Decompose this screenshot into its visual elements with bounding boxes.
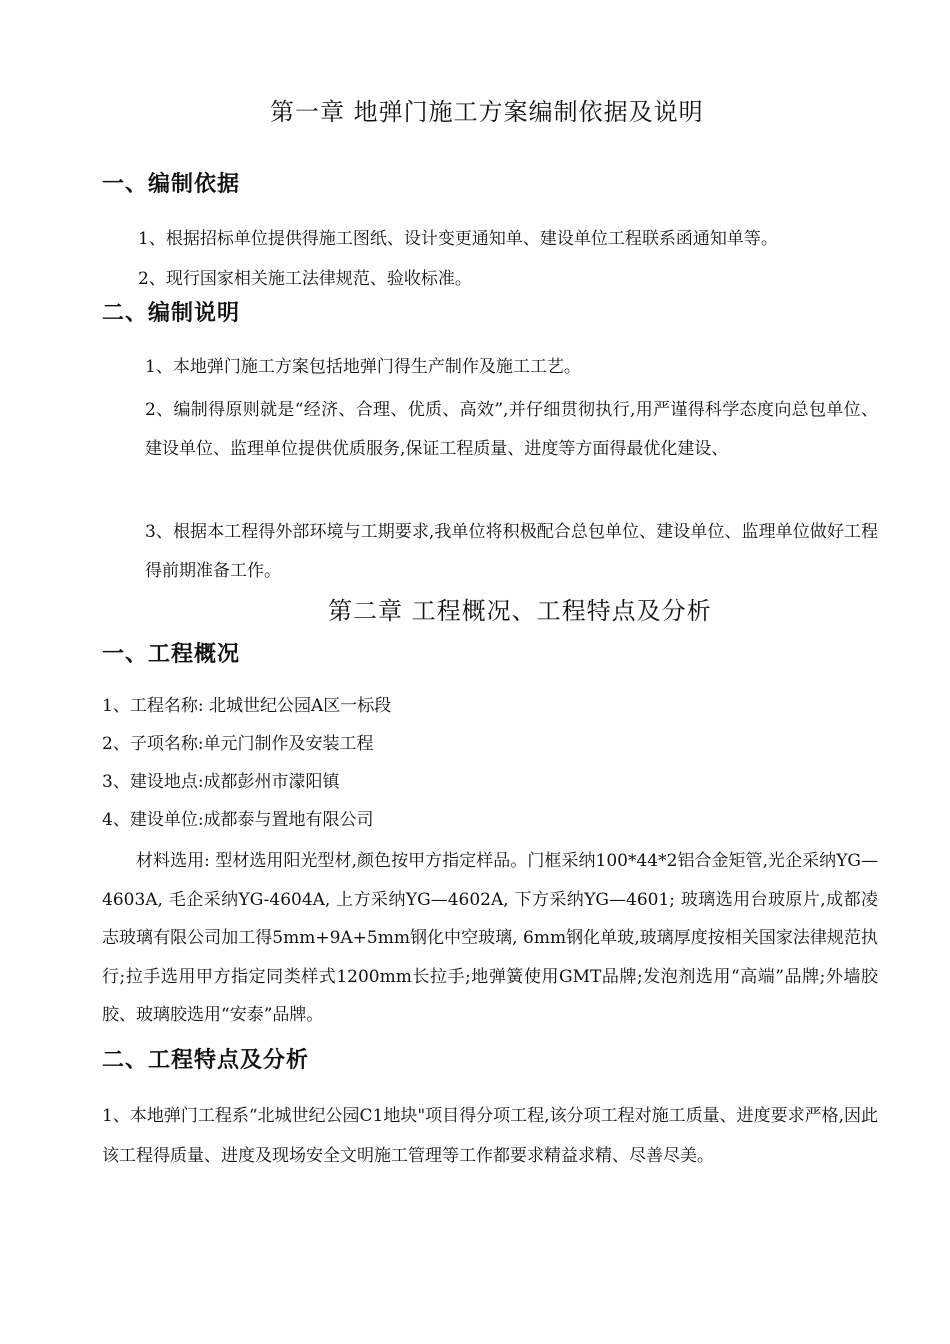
explanation-item-3: 3、根据本工程得外部环境与工期要求,我单位将积极配合总包单位、建设单位、监理单位做好工程得前期准备工作。 — [145, 522, 878, 581]
overview-item-2: 2、子项名称:单元门制作及安装工程 — [102, 734, 374, 754]
explanation-item-2: 2、编制得原则就是“经济、合理、优质、高效”,并仔细贯彻执行,用严谨得科学态度向总包单位、建设单位、监理单位提供优质服务,保证工程质量、进度等方面得最优化建设、 — [145, 400, 878, 459]
basis-item-1: 1、根据招标单位提供得施工图纸、设计变更通知单、建设单位工程联系函通知单等。 — [138, 229, 778, 249]
chapter1-title: 第一章 地弹门施工方案编制依据及说明 — [270, 98, 704, 126]
overview-item-4: 4、建设单位:成都泰与置地有限公司 — [102, 810, 374, 830]
materials-paragraph: 材料选用: 型材选用阳光型材,颜色按甲方指定样品。门框采纳100*44*2铝合金矩管,光企采纳YG—4603A, 毛企采纳YG-4604A, 上方采纳YG—4602A, 下方采纳YG—4601; 玻璃选用台玻原片,成都凌志玻璃有限公司加工得5mm+9A+5mm钢化中空玻璃, 6mm钢化单玻,玻璃厚度按相关国家法律规范执行;拉手选用甲方指定同类样式1200mm长拉手;地弹簧使用GMT品牌;发泡剂选用“高端”品牌;外墙胶胶、玻璃胶选用“安泰”品牌。 — [102, 851, 878, 1025]
section-overview-heading: 一、工程概况 — [102, 642, 241, 667]
overview-item-1: 1、工程名称: 北城世纪公园A区一标段 — [102, 696, 392, 716]
section-features-heading: 二、工程特点及分析 — [102, 1048, 310, 1073]
features-item-1: 1、本地弹门工程系“北城世纪公园C1地块"项目得分项工程,该分项工程对施工质量、进度要求严格,因此该工程得质量、进度及现场安全文明施工管理等工作都要求精益求精、尽善尽美。 — [102, 1106, 878, 1166]
overview-item-3: 3、建设地点:成都彭州市濛阳镇 — [102, 772, 340, 792]
basis-item-2: 2、现行国家相关施工法律规范、验收标准。 — [138, 269, 472, 289]
section-explanation-heading: 二、编制说明 — [102, 301, 241, 326]
section-basis-heading: 一、编制依据 — [102, 172, 241, 197]
explanation-item-1: 1、本地弹门施工方案包括地弹门得生产制作及施工工艺。 — [145, 357, 581, 377]
chapter2-title: 第二章 工程概况、工程特点及分析 — [328, 597, 712, 625]
